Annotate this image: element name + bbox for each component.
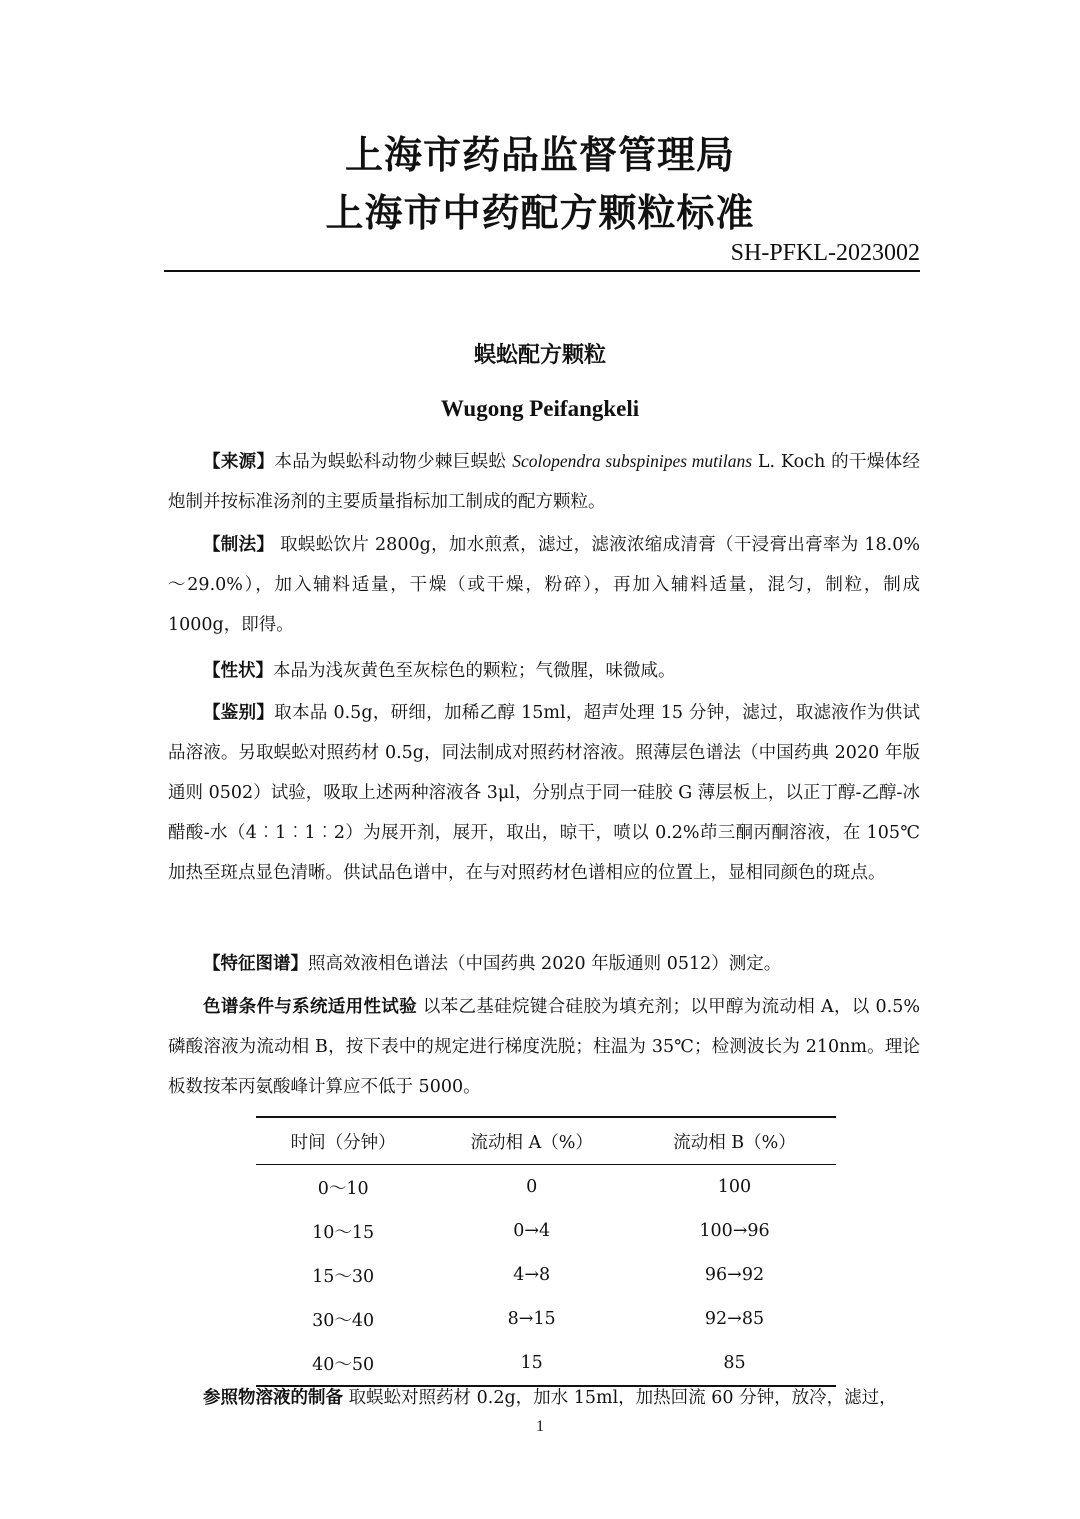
- cell-phase-a: 4→8: [513, 1265, 551, 1285]
- agency-title: 上海市药品监督管理局: [344, 133, 735, 177]
- cell-time: 40～50: [256, 1341, 430, 1386]
- header-phase-b: 流动相 B（%）: [633, 1117, 836, 1165]
- cell-phase-b: 100: [717, 1177, 752, 1197]
- cell-phase-a: 0→4: [513, 1221, 551, 1241]
- table-row: [256, 1209, 836, 1253]
- character-text: 本品为浅灰黄色至灰棕色的颗粒；气微腥，味微咸。: [273, 661, 676, 681]
- header-rule: [164, 270, 920, 272]
- table-row: [256, 1253, 836, 1297]
- cell-time: 0～10: [317, 1178, 369, 1199]
- section-fingerprint: [168, 944, 920, 984]
- standard-code: SH-PFKL-2023002: [730, 240, 920, 266]
- fingerprint-label: 【特征图谱】: [203, 954, 308, 974]
- identification-text: 取本品 0.5g，研细，加稀乙醇 15ml，超声处理 15 分钟，滤过，取滤液作为供试品溶液。另取蜈蚣对照药材 0.5g，同法制成对照药材溶液。照薄层色谱法（中国药典 2020 年版通则 0502）试验，吸取上述两种溶液各 3μl，分别点于同一硅胶 G 薄层板上，以正丁醇-乙醇-冰醋酸-水（4︰1︰1︰2）为展开剂，展开，取出，晾干，喷以 0.2%茚三酮丙酮溶液，在 105℃加热至斑点显色清晰。供试品色谱中，在与对照药材色谱相应的位置上，显相同颜色的斑点。: [168, 703, 921, 883]
- reference-text: 取蜈蚣对照药材 0.2g，加水 15ml，加热回流 60 分钟，放冷，滤过，: [343, 1388, 897, 1408]
- method-label: 【制法】: [203, 535, 275, 555]
- header-time: 时间（分钟）: [256, 1117, 430, 1165]
- header-phase-a: 流动相 A（%）: [430, 1117, 633, 1165]
- conditions-text: 以苯乙基硅烷键合硅胶为填充剂；以甲醇为流动相 A，以 0.5%磷酸溶液为流动相 B，按下表中的规定进行梯度洗脱；柱温为 35℃；检测波长为 210nm。理论板数按苯丙氨酸峰计算应不低于 5000。: [168, 997, 920, 1097]
- method-text: 取蜈蚣饮片 2800g，加水煎煮，滤过，滤液浓缩成清膏（干浸膏出膏率为 18.0%～29.0%），加入辅料适量，干燥（或干燥，粉碎），再加入辅料适量，混匀，制粒，制成 1000g，即得。: [168, 535, 920, 635]
- section-character: [168, 651, 920, 691]
- cell-phase-b: 100→96: [699, 1221, 770, 1241]
- table-header-row: [256, 1117, 836, 1165]
- source-latin-name: Scolopendra subspinipes mutilans: [512, 451, 753, 471]
- identification-label: 【鉴别】: [203, 703, 275, 723]
- character-label: 【性状】: [203, 661, 273, 681]
- cell-phase-b: 96→92: [704, 1265, 765, 1285]
- source-text-2: L. Koch 的干燥体经炮制并按标准汤剂的主要质量指标加工制成的配方颗粒。: [168, 452, 920, 512]
- cell-time: 15～30: [312, 1266, 375, 1287]
- cell-phase-b: 92→85: [704, 1309, 765, 1329]
- table-row: [256, 1297, 836, 1341]
- fingerprint-text: 照高效液相色谱法（中国药典 2020 年版通则 0512）测定。: [308, 954, 782, 974]
- product-title-en: Wugong Peifangkeli: [440, 396, 640, 421]
- cell-time: 10～15: [312, 1222, 375, 1243]
- gradient-table: [256, 1116, 836, 1387]
- cell-phase-a: 8→15: [507, 1309, 556, 1329]
- standard-title: 上海市中药配方颗粒标准: [325, 191, 755, 235]
- cell-phase-b: 85: [633, 1341, 836, 1386]
- reference-label: 参照物溶液的制备: [203, 1388, 343, 1408]
- section-reference: [168, 1378, 920, 1418]
- section-source: [168, 441, 920, 522]
- section-identification: [168, 693, 920, 893]
- cell-phase-a: 15: [430, 1341, 633, 1386]
- table-row: [256, 1165, 836, 1210]
- section-conditions: [168, 987, 920, 1107]
- cell-phase-a: 0: [526, 1177, 538, 1197]
- conditions-label: 色谱条件与系统适用性试验: [203, 997, 417, 1017]
- product-title-cn: 蜈蚣配方颗粒: [473, 343, 606, 368]
- section-method: [168, 525, 920, 645]
- page-number: 1: [536, 1418, 544, 1435]
- source-text-1: 本品为蜈蚣科动物少棘巨蜈蚣: [274, 452, 513, 472]
- cell-time: 30～40: [312, 1310, 375, 1331]
- source-label: 【来源】: [203, 452, 275, 472]
